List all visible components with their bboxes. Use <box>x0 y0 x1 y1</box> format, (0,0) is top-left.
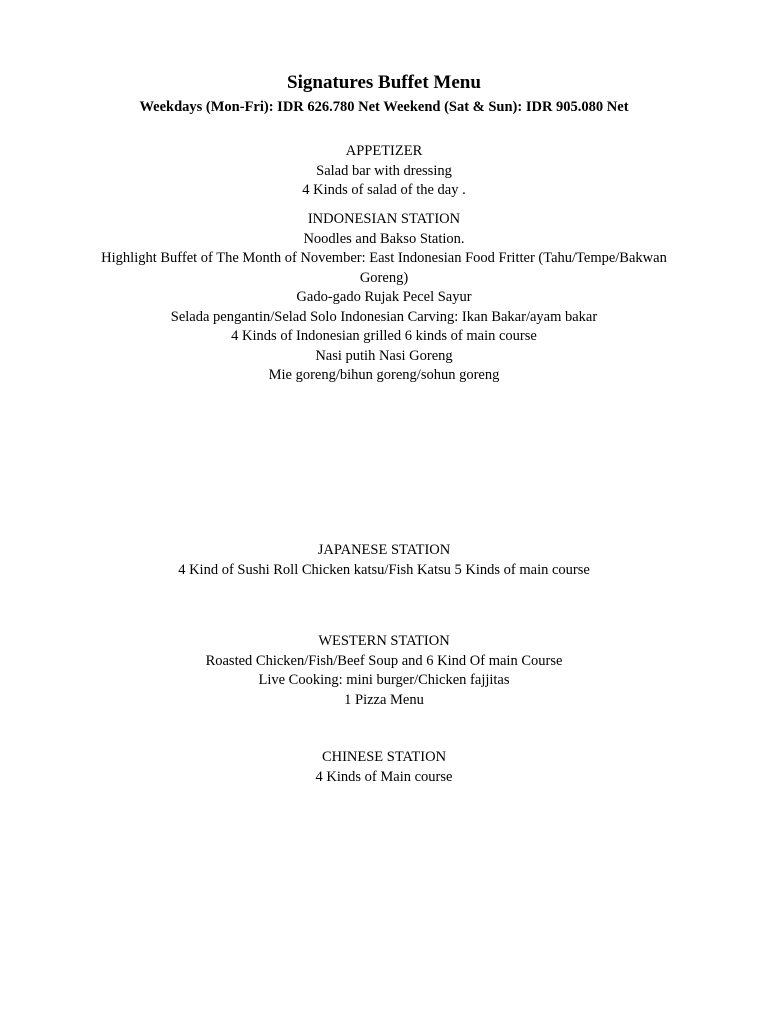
section-chinese-station <box>80 748 688 787</box>
menu-item: Nasi putih Nasi Goreng <box>315 347 453 364</box>
price-subtitle: Weekdays (Mon-Fri): IDR 626.780 Net Weekend (Sat & Sun): IDR 905.080 Net <box>139 99 629 115</box>
section-heading: INDONESIAN STATION <box>307 211 461 227</box>
menu-item: Salad bar with dressing <box>316 162 452 179</box>
menu-item: 4 Kinds of salad of the day . <box>302 182 466 198</box>
menu-item: Live Cooking: mini burger/Chicken fajjitas <box>258 672 510 688</box>
menu-item: 4 Kinds of Indonesian grilled 6 kinds of main course <box>231 328 537 344</box>
menu-item: 4 Kind of Sushi Roll Chicken katsu/Fish Katsu 5 Kinds of main course <box>178 561 590 578</box>
section-japanese-station <box>80 541 688 580</box>
menu-item: Mie goreng/bihun goreng/sohun goreng <box>268 367 500 383</box>
page-title: Signatures Buffet Menu <box>287 72 481 93</box>
section-appetizer <box>80 142 688 201</box>
section-heading: APPETIZER <box>345 143 423 159</box>
menu-item: Highlight Buffet of The Month of November: East Indonesian Food Fritter (Tahu/Tempe/Bakwan Goreng) <box>101 250 667 286</box>
menu-item: 4 Kinds of Main course <box>315 768 453 785</box>
menu-item: Noodles and Bakso Station. <box>303 230 465 247</box>
section-indonesian-station <box>80 210 688 386</box>
menu-item: 1 Pizza Menu <box>344 691 424 708</box>
section-heading: CHINESE STATION <box>321 749 447 765</box>
menu-item: Selada pengantin/Selad Solo Indonesian Carving: Ikan Bakar/ayam bakar <box>170 308 598 325</box>
section-western-station <box>80 632 688 710</box>
section-heading: WESTERN STATION <box>318 633 450 649</box>
menu-item: Gado-gado Rujak Pecel Sayur <box>296 289 472 305</box>
menu-item: Roasted Chicken/Fish/Beef Soup and 6 Kind Of main Course <box>205 652 563 669</box>
section-heading: JAPANESE STATION <box>317 542 451 558</box>
